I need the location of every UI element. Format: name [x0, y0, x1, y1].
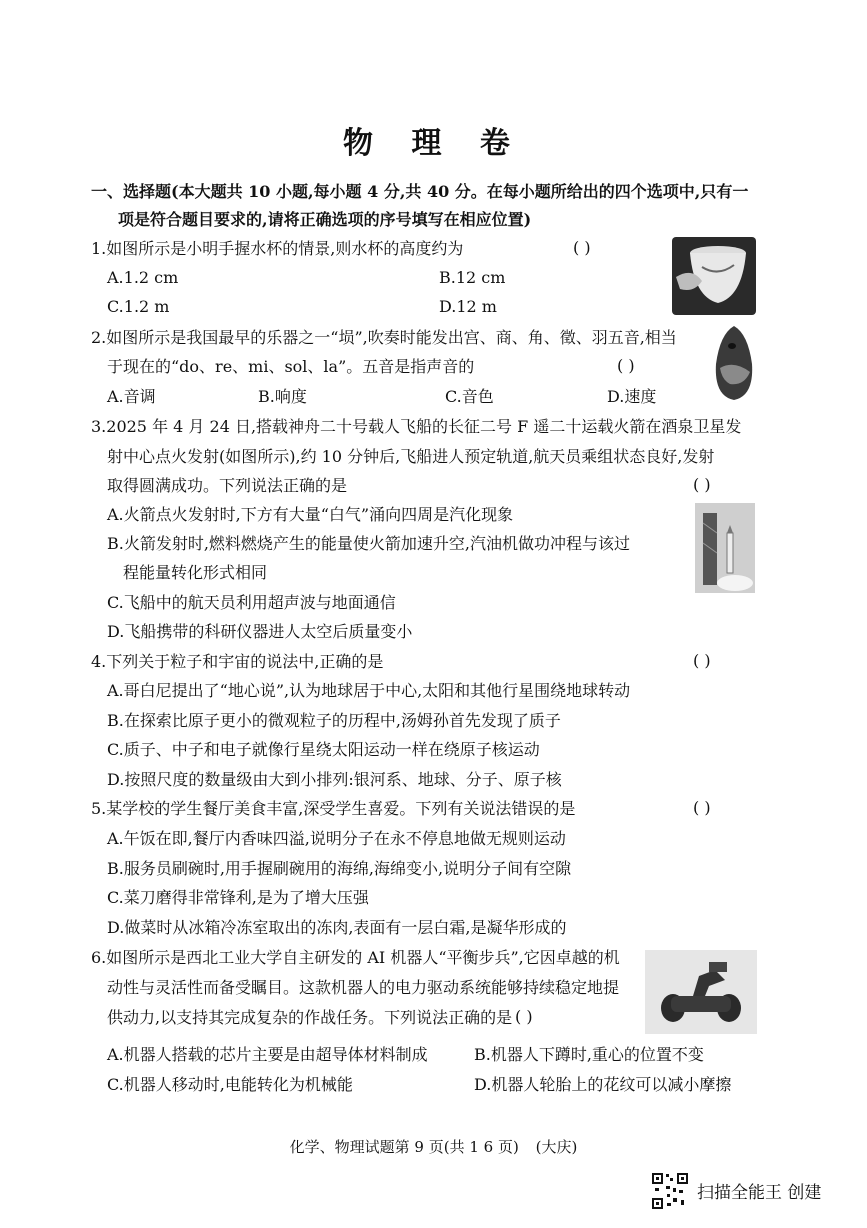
q3-option-b-line2: 程能量转化形式相同	[123, 563, 268, 582]
q1-option-a: A.1.2 cm	[107, 268, 179, 287]
q5-option-a: A.午饭在即,餐厅内香味四溢,说明分子在永不停息地做无规则运动	[107, 829, 566, 848]
rocket-launch-photo	[695, 503, 755, 593]
q4-option-b: B.在探索比原子更小的微观粒子的历程中,汤姆孙首先发现了质子	[107, 711, 561, 730]
q3-stem-line1: 3.2025 年 4 月 24 日,搭载神舟二十号载人飞船的长征二号 F 遥二十运载火箭在酒泉卫星发	[91, 417, 742, 436]
q1-option-b: B.12 cm	[439, 268, 506, 287]
q1-option-c: C.1.2 m	[107, 297, 170, 316]
q6-answer-blank: ( )	[515, 1007, 533, 1026]
q6-option-d: D.机器人轮胎上的花纹可以减小摩擦	[474, 1075, 732, 1094]
q4-option-a: A.哥白尼提出了“地心说”,认为地球居于中心,太阳和其他行星围绕地球转动	[107, 681, 631, 700]
q1-option-d: D.12 m	[439, 297, 497, 316]
q4-option-d: D.按照尺度的数量级由大到小排列:银河系、地球、分子、原子核	[107, 770, 562, 789]
q2-answer-blank: ( )	[617, 356, 635, 375]
q5-option-b: B.服务员刷碗时,用手握刷碗用的海绵,海绵变小,说明分子间有空隙	[107, 859, 572, 878]
page-footer	[0, 1136, 867, 1157]
q6-stem-line1: 6.如图所示是西北工业大学自主研发的 AI 机器人“平衡步兵”,它因卓越的机	[91, 948, 620, 967]
footer-region: (大庆)	[535, 1138, 578, 1156]
q2-stem-line2: 于现在的“do、re、mi、sol、la”。五音是指声音的	[107, 357, 475, 376]
q5-option-d: D.做菜时从冰箱冷冻室取出的冻肉,表面有一层白霜,是凝华形成的	[107, 918, 567, 937]
q2-option-d: D.速度	[607, 387, 657, 406]
page-title: 物 理 卷	[343, 126, 524, 161]
q3-option-c: C.飞船中的航天员利用超声波与地面通信	[107, 593, 396, 612]
cup-in-hand-photo	[672, 237, 756, 315]
q1-answer-blank: ( )	[573, 238, 591, 257]
q3-option-a: A.火箭点火发射时,下方有大量“白气”涌向四周是汽化现象	[107, 505, 514, 524]
q6-option-c: C.机器人移动时,电能转化为机械能	[107, 1075, 353, 1094]
q1-stem: 1.如图所示是小明手握水杯的情景,则水杯的高度约为	[91, 239, 464, 258]
scanner-watermark: 扫描全能王 创建	[697, 1183, 822, 1203]
q6-option-b: B.机器人下蹲时,重心的位置不变	[474, 1045, 704, 1064]
q5-answer-blank: ( )	[693, 798, 711, 817]
q4-option-c: C.质子、中子和电子就像行星绕太阳运动一样在绕原子核运动	[107, 740, 540, 759]
q6-stem-line2: 动性与灵活性而备受瞩目。这款机器人的电力驱动系统能够持续稳定地提	[107, 978, 620, 997]
q2-option-a: A.音调	[107, 387, 156, 406]
q4-answer-blank: ( )	[693, 651, 711, 670]
q3-option-b-line1: B.火箭发射时,燃料燃烧产生的能量使火箭加速升空,汽油机做功冲程与该过	[107, 534, 631, 553]
qr-code-icon	[651, 1172, 689, 1210]
q2-stem-line1: 2.如图所示是我国最早的乐器之一“埙”,吹奏时能发出宫、商、角、徵、羽五音,相当	[91, 328, 677, 347]
q3-option-d: D.飞船携带的科研仪器进人太空后质量变小	[107, 622, 413, 641]
section-heading-line1: 一、选择题(本大题共 10 小题,每小题 4 分,共 40 分。在每小题所给出的四个选项中,只有一	[91, 182, 749, 201]
q4-stem: 4.下列关于粒子和宇宙的说法中,正确的是	[91, 652, 384, 671]
footer-page-info: 化学、物理试题第 9 页(共 1 6 页)	[289, 1138, 519, 1156]
q6-stem-line3: 供动力,以支持其完成复杂的作战任务。下列说法正确的是	[107, 1008, 513, 1027]
q3-answer-blank: ( )	[693, 475, 711, 494]
q3-stem-line3: 取得圆满成功。下列说法正确的是	[107, 476, 348, 495]
q2-option-b: B.响度	[258, 387, 307, 406]
q2-option-c: C.音色	[445, 387, 494, 406]
q5-stem: 5.某学校的学生餐厅美食丰富,深受学生喜爱。下列有关说法错误的是	[91, 799, 576, 818]
section-heading-line2: 项是符合题目要求的,请将正确选项的序号填写在相应位置)	[118, 210, 532, 229]
xun-instrument-photo	[710, 324, 758, 402]
balance-robot-photo	[645, 950, 757, 1034]
q6-option-a: A.机器人搭载的芯片主要是由超导体材料制成	[107, 1045, 428, 1064]
q3-stem-line2: 射中心点火发射(如图所示),约 10 分钟后,飞船进人预定轨道,航天员乘组状态良好,发射	[107, 447, 715, 466]
q5-option-c: C.菜刀磨得非常锋利,是为了增大压强	[107, 888, 369, 907]
